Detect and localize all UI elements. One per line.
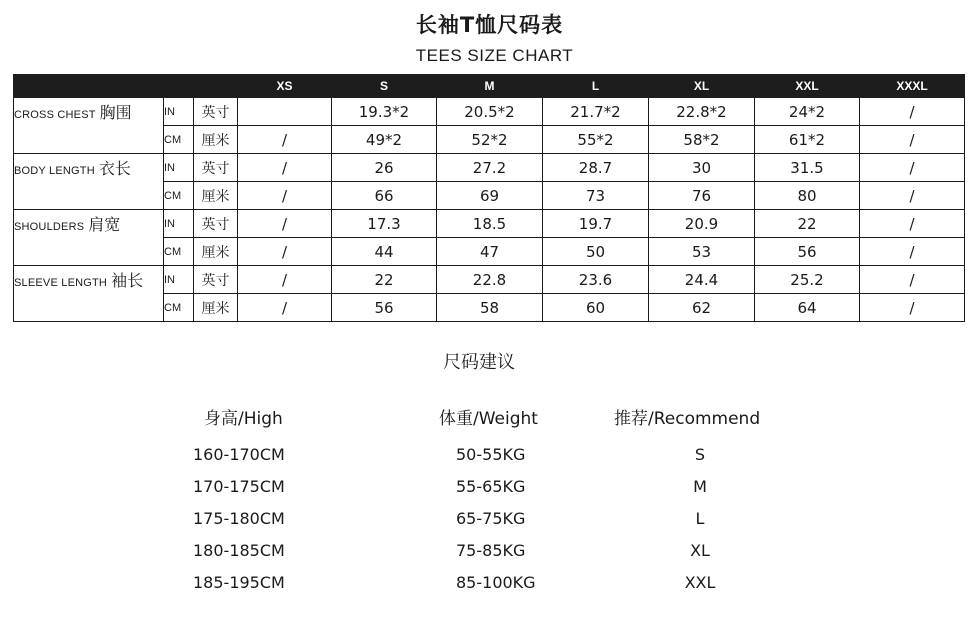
size-value-cell: 76	[649, 182, 755, 210]
recommend-size-value: L	[695, 509, 705, 528]
size-value-cell: 19.3*2	[332, 98, 437, 126]
measure-label-zh: 袖长	[111, 271, 144, 291]
size-value-cell: 60	[543, 294, 649, 322]
size-value-cell: 20.5*2	[437, 98, 543, 126]
size-value-cell: 31.5	[755, 154, 860, 182]
size-value-cell: 66	[332, 182, 437, 210]
size-value-cell: 22	[332, 266, 437, 294]
measure-label-zh: 肩宽	[88, 215, 121, 235]
page-subtitle: TEES SIZE CHART	[415, 46, 574, 65]
size-value-cell: /	[860, 238, 965, 266]
page-title: 长袖T恤尺码表	[415, 13, 564, 37]
size-row	[14, 98, 965, 126]
size-value-cell: 55*2	[543, 126, 649, 154]
recommend-title: 尺码建议	[443, 352, 515, 373]
measure-label-en: SHOULDERS	[14, 221, 85, 234]
header-size-xl: XL	[649, 75, 755, 98]
size-value-cell: 27.2	[437, 154, 543, 182]
size-value-cell: 47	[437, 238, 543, 266]
recommend-height-value: 160-170CM	[193, 445, 285, 464]
size-row	[14, 182, 965, 210]
recommend-height-value: 180-185CM	[193, 541, 285, 560]
size-value-cell: /	[860, 98, 965, 126]
header-size-m: M	[437, 75, 543, 98]
measure-label-cell	[14, 126, 164, 154]
measure-label-cell	[14, 238, 164, 266]
size-row	[14, 126, 965, 154]
size-value-cell: 56	[332, 294, 437, 322]
measure-label-cell	[14, 210, 164, 238]
measure-label-cell	[14, 294, 164, 322]
unit-cell: IN	[164, 210, 194, 238]
size-value-cell: /	[860, 182, 965, 210]
size-value-cell: /	[238, 210, 332, 238]
unit-zh-cell: 英寸	[194, 266, 238, 294]
unit-zh-cell: 厘米	[194, 126, 238, 154]
unit-zh-cell: 英寸	[194, 210, 238, 238]
unit-zh-cell: 厘米	[194, 182, 238, 210]
measure-label-en: CROSS CHEST	[14, 109, 96, 122]
size-value-cell	[238, 98, 332, 126]
size-value-cell: 21.7*2	[543, 98, 649, 126]
size-value-cell: 22.8*2	[649, 98, 755, 126]
recommend-weight-value: 75-85KG	[456, 541, 526, 560]
size-row	[14, 210, 965, 238]
size-value-cell: /	[238, 294, 332, 322]
size-row	[14, 294, 965, 322]
measure-label-en: SLEEVE LENGTH	[14, 277, 108, 290]
unit-cell: CM	[164, 126, 194, 154]
size-value-cell: 28.7	[543, 154, 649, 182]
size-value-cell: /	[860, 154, 965, 182]
measure-label-zh: 胸围	[99, 103, 132, 123]
size-value-cell: 18.5	[437, 210, 543, 238]
size-value-cell: /	[238, 154, 332, 182]
size-value-cell: /	[860, 266, 965, 294]
size-value-cell: 26	[332, 154, 437, 182]
recommend-header-height: 身高/High	[204, 409, 283, 429]
size-value-cell: /	[238, 266, 332, 294]
size-value-cell: 22.8	[437, 266, 543, 294]
header-unit-cell	[164, 75, 194, 98]
size-value-cell: /	[238, 182, 332, 210]
header-size-xxxl: XXXL	[860, 75, 965, 98]
unit-cell: CM	[164, 182, 194, 210]
header-size-l: L	[543, 75, 649, 98]
recommend-size-value: M	[693, 477, 707, 496]
size-value-cell: 58	[437, 294, 543, 322]
size-row	[14, 238, 965, 266]
header-unit-zh-cell	[194, 75, 238, 98]
measure-label-cell	[14, 98, 164, 126]
size-value-cell: /	[860, 294, 965, 322]
unit-cell: CM	[164, 294, 194, 322]
measure-label-cell	[14, 154, 164, 182]
recommend-height-value: 185-195CM	[193, 573, 285, 592]
recommend-height-value: 175-180CM	[193, 509, 285, 528]
size-value-cell: 56	[755, 238, 860, 266]
header-size-xs: XS	[238, 75, 332, 98]
recommend-height-value: 170-175CM	[193, 477, 285, 496]
measure-label-cell	[14, 182, 164, 210]
measure-label-cell	[14, 266, 164, 294]
recommend-size-value: XL	[690, 541, 710, 560]
size-value-cell: 23.6	[543, 266, 649, 294]
size-value-cell: 19.7	[543, 210, 649, 238]
size-value-cell: 50	[543, 238, 649, 266]
size-row	[14, 266, 965, 294]
size-value-cell: 80	[755, 182, 860, 210]
recommend-weight-value: 55-65KG	[456, 477, 526, 496]
size-value-cell: 24.4	[649, 266, 755, 294]
recommend-size-value: XXL	[684, 573, 716, 592]
recommend-header-size: 推荐/Recommend	[614, 409, 761, 429]
size-value-cell: /	[238, 238, 332, 266]
recommend-weight-value: 50-55KG	[456, 445, 526, 464]
header-measure-cell	[14, 75, 164, 98]
size-value-cell: /	[860, 210, 965, 238]
size-value-cell: 49*2	[332, 126, 437, 154]
size-value-cell: 17.3	[332, 210, 437, 238]
size-value-cell: 53	[649, 238, 755, 266]
size-value-cell: 20.9	[649, 210, 755, 238]
size-value-cell: 52*2	[437, 126, 543, 154]
size-value-cell: 24*2	[755, 98, 860, 126]
size-value-cell: 73	[543, 182, 649, 210]
recommend-size-value: S	[694, 445, 706, 464]
header-size-s: S	[332, 75, 437, 98]
size-value-cell: 69	[437, 182, 543, 210]
unit-cell: IN	[164, 98, 194, 126]
unit-zh-cell: 厘米	[194, 294, 238, 322]
size-header-row	[14, 75, 965, 98]
recommend-weight-value: 85-100KG	[456, 573, 536, 592]
measure-label-en: BODY LENGTH	[14, 165, 95, 178]
unit-cell: IN	[164, 154, 194, 182]
size-value-cell: 64	[755, 294, 860, 322]
header-size-xxl: XXL	[755, 75, 860, 98]
size-value-cell: 61*2	[755, 126, 860, 154]
recommend-weight-value: 65-75KG	[456, 509, 526, 528]
unit-cell: IN	[164, 266, 194, 294]
size-chart-table	[13, 74, 965, 322]
unit-zh-cell: 厘米	[194, 238, 238, 266]
size-value-cell: 25.2	[755, 266, 860, 294]
unit-zh-cell: 英寸	[194, 154, 238, 182]
unit-zh-cell: 英寸	[194, 98, 238, 126]
size-value-cell: /	[860, 126, 965, 154]
recommend-header-weight: 体重/Weight	[439, 409, 538, 429]
size-value-cell: 22	[755, 210, 860, 238]
unit-cell: CM	[164, 238, 194, 266]
size-value-cell: 58*2	[649, 126, 755, 154]
size-row	[14, 154, 965, 182]
size-value-cell: 30	[649, 154, 755, 182]
measure-label-zh: 衣长	[98, 159, 131, 179]
size-value-cell: 44	[332, 238, 437, 266]
size-value-cell: 62	[649, 294, 755, 322]
size-value-cell: /	[238, 126, 332, 154]
